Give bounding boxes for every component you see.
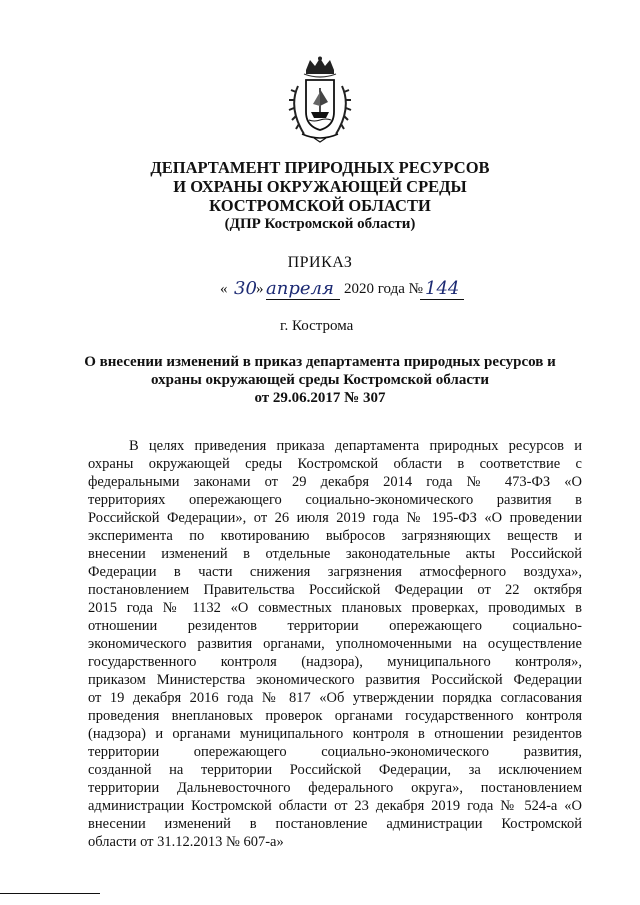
department-name-line-3: КОСТРОМСКОЙ ОБЛАСТИ [209, 196, 431, 215]
body-text-line: созданной на территории Российской Федерации, за исключением [88, 762, 582, 778]
city-name: г. Кострома [280, 318, 354, 334]
body-text-line: постановлением Правительства Российской Федерации от 22 октября [88, 582, 582, 598]
body-text-line: внесении изменений в постановление администрации Костромской [88, 816, 582, 832]
date-month-handwritten: апреля [266, 278, 334, 299]
department-name-line-2: И ОХРАНЫ ОКРУЖАЮЩЕЙ СРЕДЫ [173, 177, 467, 196]
body-text-line: приказом Министерства экономического развития Российской Федерации [88, 672, 582, 688]
body-text-line: администрации Костромской области от 23 декабря 2019 года № 524-а «О [88, 798, 582, 814]
body-text-line: федеральными законами от 29 декабря 2014 года № 473-ФЗ «О [88, 474, 582, 490]
date-close-quote: » [256, 281, 264, 297]
body-text-line: государственного контроля (надзора), муниципального контроля», [88, 654, 582, 670]
body-text-line: территории опережающего социально-экономического развития, [88, 744, 582, 760]
body-text-line: территории Дальневосточного федерального округа», постановлением [88, 780, 582, 796]
department-name-line-1: ДЕПАРТАМЕНТ ПРИРОДНЫХ РЕСУРСОВ [150, 158, 490, 177]
order-date-line [220, 278, 470, 304]
order-label: ПРИКАЗ [287, 254, 353, 271]
number-underline [420, 299, 464, 300]
body-text-line: отношении резидентов территории опережающего социально- [88, 618, 582, 634]
order-title-line-2: охраны окружающей среды Костромской области [150, 372, 490, 388]
body-text-line: эксперимента по квотированию выбросов загрязняющих веществ и [88, 528, 582, 544]
body-text-line: области от 31.12.2013 № 607-а» [88, 834, 284, 850]
order-title-line-1: О внесении изменений в приказ департамента природных ресурсов и [84, 354, 556, 370]
footnote-divider [0, 893, 100, 894]
body-text-line: экономического развития органами, уполномоченными на осуществление [88, 636, 582, 652]
department-short-name: (ДПР Костромской области) [224, 216, 416, 232]
body-text-line: охраны окружающей среды Костромской области в соответствие с [88, 456, 582, 472]
date-open-quote: « [220, 281, 228, 297]
coat-of-arms-emblem [284, 56, 356, 144]
month-underline [266, 299, 340, 300]
date-year-text: 2020 года № [344, 281, 423, 297]
order-body-paragraph [88, 437, 582, 851]
body-text-line: территориях опережающего социально-экономического развития в [88, 492, 582, 508]
order-title-line-3: от 29.06.2017 № 307 [254, 390, 386, 406]
body-text-line: внесении изменений в отдельные законодательные акты Российской [88, 546, 582, 562]
body-text-line: проведения внеплановых проверок органами государственного контроля [88, 708, 582, 724]
date-day-handwritten: 30 [234, 278, 257, 299]
body-text-line: В целях приведения приказа департамента природных ресурсов и [129, 438, 582, 454]
body-text-line: Федерации в части снижения загрязнения атмосферного воздуха», [88, 564, 582, 580]
body-text-line: Российской Федерации», от 26 июля 2019 года № 195-ФЗ «О проведении [88, 510, 582, 526]
body-text-line: (надзора) и органами муниципального контроля в отношении резидентов [88, 726, 582, 742]
body-text-line: от 19 декабря 2016 года № 817 «Об утверждении порядка согласования [88, 690, 582, 706]
order-number-handwritten: 144 [425, 278, 460, 299]
body-text-line: 2015 года № 1132 «О совместных плановых проверках, проводимых в [88, 600, 582, 616]
